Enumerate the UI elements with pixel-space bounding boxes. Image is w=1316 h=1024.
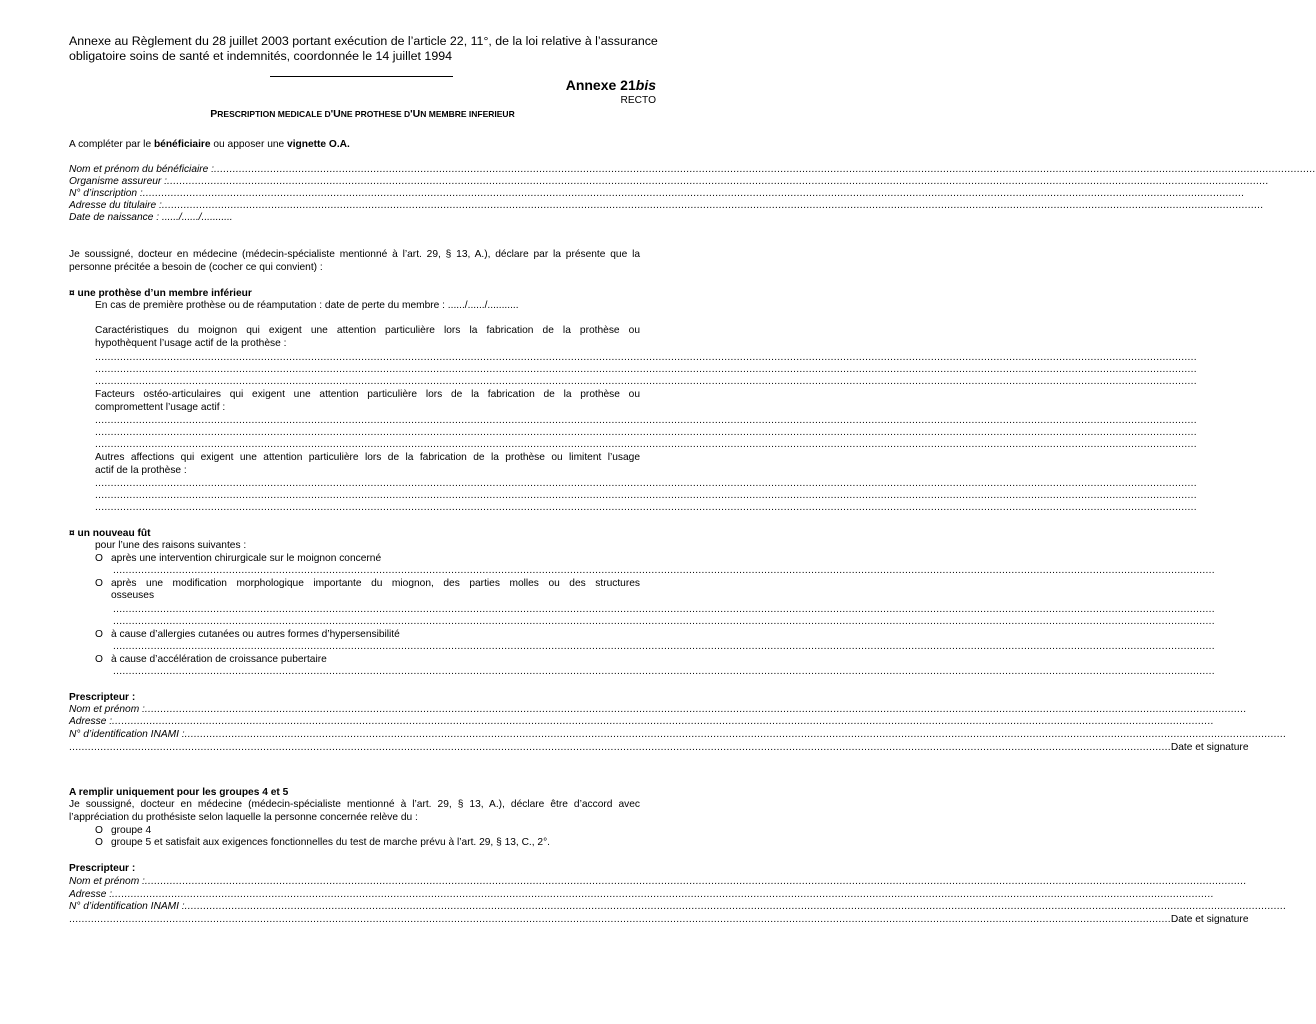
group-label: groupe 4 — [111, 825, 152, 836]
dotted-line: ................................................................................................................................................................................................................................................................................................................................................................ — [95, 490, 1197, 501]
group-4-option[interactable] — [95, 825, 151, 836]
dotted-line: ................................................................................................................................................................................................................................................................................................................................................................ — [95, 502, 1197, 513]
recto-label: RECTO — [620, 95, 656, 106]
prescriber-address-field[interactable] — [69, 716, 1214, 727]
reason-label: à cause d’allergies cutanées ou autres formes d’hypersensibilité — [111, 629, 400, 640]
title-part: 'U — [410, 108, 421, 120]
stump-dotted-line[interactable] — [95, 364, 1197, 375]
checkbox-circle-icon[interactable]: O — [95, 553, 103, 564]
checkbox-circle-icon[interactable]: O — [95, 654, 103, 665]
reason-allergy[interactable] — [95, 629, 400, 640]
field-label: Nom et prénom du bénéficiaire : — [69, 164, 214, 175]
title-part: NE PROTHESE D — [340, 109, 411, 119]
prescriber-signature-field[interactable] — [69, 914, 1249, 925]
reason-label: après une modification morphologique importante du miognon, des parties molles ou des structures — [111, 578, 640, 589]
checkbox-circle-icon[interactable]: O — [95, 578, 103, 589]
intro-text: A compléter par le — [69, 139, 154, 150]
dotted-line: ................................................................................................................................................................................................................................................................................................................................................................ — [142, 188, 1245, 199]
signature-label: Date et signature — [1170, 742, 1249, 753]
field-label: Nom et prénom : — [69, 704, 145, 715]
title-part: RESCRIPTION MEDICALE D — [217, 109, 331, 119]
prescriber-heading: Prescripteur : — [69, 863, 136, 874]
header-line-1: Annexe au Règlement du 28 juillet 2003 portant exécution de l’article 22, 11°, de la loi relative à l’assurance — [69, 34, 658, 48]
dotted-line: ................................................................................................................................................................................................................................................................................................................................................................ — [113, 604, 1215, 615]
reason-label: après une intervention chirurgicale sur le moignon concerné — [111, 553, 382, 564]
dotted-line: ................................................................................................................................................................................................................................................................................................................................................................ — [95, 478, 1197, 489]
dotted-line: ................................................................................................................................................................................................................................................................................................................................................................ — [184, 901, 1287, 912]
osteo-dotted-line[interactable] — [95, 427, 1197, 438]
dotted-line: ................................................................................................................................................................................................................................................................................................................................................................ — [161, 200, 1264, 211]
stump-dotted-line[interactable] — [95, 376, 1197, 387]
field-label: Adresse du titulaire : — [69, 200, 162, 211]
birth-date-field[interactable]: Date de naissance : ....../....../........... — [69, 212, 233, 223]
osteo-dotted-line[interactable] — [95, 439, 1197, 450]
signature-label: Date et signature — [1170, 914, 1249, 925]
reason-dotted-line[interactable] — [113, 604, 1215, 615]
other-dotted-line[interactable] — [95, 490, 1197, 501]
dotted-line: ................................................................................................................................................................................................................................................................................................................................................................ — [95, 352, 1197, 363]
dotted-line: ................................................................................................................................................................................................................................................................................................................................................................ — [113, 565, 1215, 576]
prescriber-name-field[interactable] — [69, 876, 1247, 887]
title-part: P — [210, 108, 218, 120]
field-label: Nom et prénom : — [69, 876, 145, 887]
other-line-1: Autres affections qui exigent une attention particulière lors de la fabrication de la prothèse ou limitent l’usage — [95, 452, 640, 463]
dotted-line: ................................................................................................................................................................................................................................................................................................................................................................ — [112, 889, 1214, 900]
dotted-line: ................................................................................................................................................................................................................................................................................................................................................................ — [69, 742, 1171, 753]
declaration-line-2: personne précitée a besoin de (cocher ce qui convient) : — [69, 262, 323, 273]
annex-label: Annexe 21 — [565, 77, 636, 93]
dotted-line: ................................................................................................................................................................................................................................................................................................................................................................ — [144, 704, 1247, 715]
prescriber-inami-field[interactable] — [69, 729, 1287, 740]
stump-line-2: hypothèquent l’usage actif de la prothèse : — [95, 338, 287, 349]
form-title — [0, 108, 725, 120]
annex-number — [566, 77, 656, 93]
dotted-line: ................................................................................................................................................................................................................................................................................................................................................................ — [213, 164, 1316, 175]
prescriber-address-field[interactable] — [69, 889, 1214, 900]
field-label: Organisme assureur : — [69, 176, 167, 187]
prescriber-heading: Prescripteur : — [69, 692, 136, 703]
beneficiary-intro — [69, 139, 350, 150]
checkbox-circle-icon[interactable]: O — [95, 629, 103, 640]
field-label: N° d’identification INAMI : — [69, 729, 185, 740]
groups-line-1: Je soussigné, docteur en médecine (médecin-spécialiste mentionné à l’art. 29, § 13, A.), déclare être d’accord avec — [69, 799, 640, 810]
dotted-line: ................................................................................................................................................................................................................................................................................................................................................................ — [113, 616, 1215, 627]
annex-suffix: bis — [635, 77, 656, 93]
reason-dotted-line[interactable] — [113, 565, 1215, 576]
stump-dotted-line[interactable] — [95, 352, 1197, 363]
field-label: Adresse : — [69, 716, 113, 727]
prescriber-inami-field[interactable] — [69, 901, 1287, 912]
intro-bold: vignette O.A. — [287, 139, 350, 150]
intro-bold: bénéficiaire — [153, 139, 211, 150]
checkbox-circle-icon[interactable]: O — [95, 825, 103, 836]
dotted-line: ................................................................................................................................................................................................................................................................................................................................................................ — [113, 666, 1215, 677]
reasons-intro: pour l’une des raisons suivantes : — [95, 540, 247, 551]
field-label: N° d’identification INAMI : — [69, 901, 185, 912]
reason-growth[interactable] — [95, 654, 327, 665]
reason-dotted-line[interactable] — [113, 616, 1215, 627]
dotted-line: ................................................................................................................................................................................................................................................................................................................................................................ — [95, 439, 1197, 450]
prescriber-signature-field[interactable] — [69, 742, 1249, 753]
groups-line-2: l’appréciation du prothésiste selon laquelle la personne concernée relève du : — [69, 812, 418, 823]
insurer-field[interactable] — [69, 176, 1269, 187]
group-5-option[interactable] — [95, 837, 550, 848]
dotted-line: ................................................................................................................................................................................................................................................................................................................................................................ — [95, 364, 1197, 375]
reason-morphology-line-2: osseuses — [111, 590, 155, 601]
groups-heading: A remplir uniquement pour les groupes 4 et 5 — [69, 787, 289, 798]
prescriber-name-field[interactable] — [69, 704, 1247, 715]
dotted-line: ................................................................................................................................................................................................................................................................................................................................................................ — [95, 376, 1197, 387]
reason-morphology[interactable] — [95, 578, 640, 589]
dotted-line: ................................................................................................................................................................................................................................................................................................................................................................ — [69, 914, 1171, 925]
dotted-line: ................................................................................................................................................................................................................................................................................................................................................................ — [95, 427, 1197, 438]
dotted-line: ................................................................................................................................................................................................................................................................................................................................................................ — [144, 876, 1247, 887]
reason-label: à cause d’accélération de croissance pubertaire — [111, 654, 327, 665]
dotted-line: ................................................................................................................................................................................................................................................................................................................................................................ — [184, 729, 1287, 740]
osteo-line-1: Facteurs ostéo-articulaires qui exigent une attention particulière lors de la fabrication de la prothèse ou — [95, 389, 640, 400]
intro-text: ou apposer une — [210, 139, 288, 150]
dotted-line: ................................................................................................................................................................................................................................................................................................................................................................ — [113, 641, 1215, 652]
other-line-2: actif de la prothèse : — [95, 465, 187, 476]
dotted-line: ................................................................................................................................................................................................................................................................................................................................................................ — [112, 716, 1214, 727]
group-label: groupe 5 et satisfait aux exigences fonctionnelles du test de marche prévu à l’art. 29, § 13, C., 2°. — [111, 837, 550, 848]
dotted-line: ................................................................................................................................................................................................................................................................................................................................................................ — [95, 415, 1197, 426]
reason-surgery[interactable] — [95, 553, 381, 564]
title-part: N MEMBRE INFERIEUR — [420, 109, 515, 119]
dotted-line: ................................................................................................................................................................................................................................................................................................................................................................ — [166, 176, 1269, 187]
registration-number-field[interactable] — [69, 188, 1245, 199]
holder-address-field[interactable] — [69, 200, 1264, 211]
checkbox-circle-icon[interactable]: O — [95, 837, 103, 848]
section-socket-heading[interactable]: ¤ un nouveau fût — [69, 528, 151, 539]
stump-line-1: Caractéristiques du moignon qui exigent une attention particulière lors la fabrication de la prothèse ou — [95, 325, 640, 336]
header-line-2: obligatoire soins de santé et indemnités, coordonnée le 14 juillet 1994 — [69, 49, 452, 63]
field-label: Adresse : — [69, 889, 113, 900]
title-part: 'U — [330, 108, 341, 120]
reason-dotted-line[interactable] — [113, 666, 1215, 677]
osteo-dotted-line[interactable] — [95, 415, 1197, 426]
reason-dotted-line[interactable] — [113, 641, 1215, 652]
beneficiary-name-field[interactable] — [69, 164, 1316, 175]
other-dotted-line[interactable] — [95, 502, 1197, 513]
field-label: N° d’inscription : — [69, 188, 143, 199]
section-prosthesis-heading[interactable]: ¤ une prothèse d’un membre inférieur — [69, 288, 252, 299]
header-separator — [270, 76, 453, 77]
osteo-line-2: compromettent l’usage actif : — [95, 402, 226, 413]
declaration-line-1: Je soussigné, docteur en médecine (médecin-spécialiste mentionné à l’art. 29, § 13, A.), déclare par la présente que la — [69, 249, 640, 260]
other-dotted-line[interactable] — [95, 478, 1197, 489]
first-prosthesis-line[interactable]: En cas de première prothèse ou de réamputation : date de perte du membre : ....../....../........... — [95, 300, 519, 311]
